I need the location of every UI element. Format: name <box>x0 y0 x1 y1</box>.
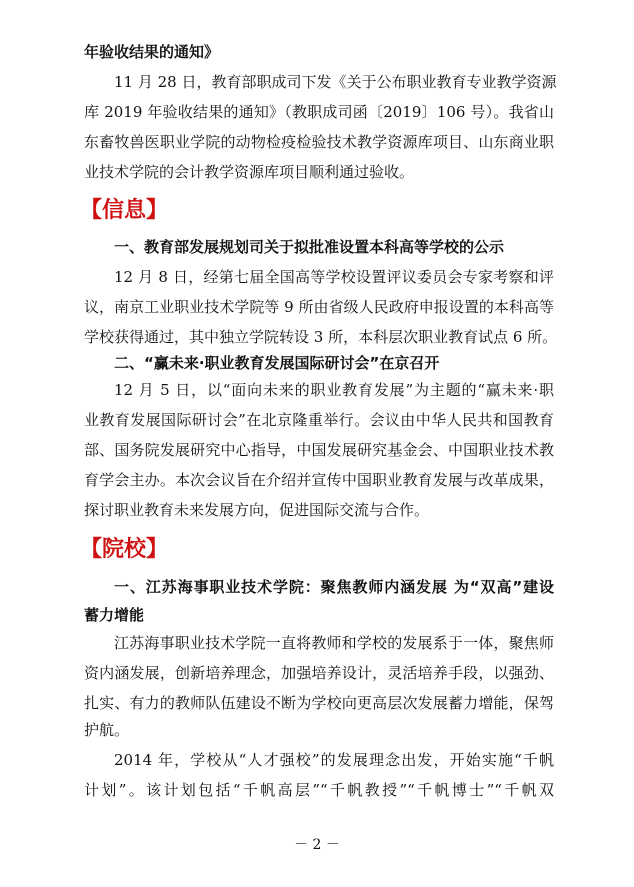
info-item1-title: 一、教育部发展规划司关于拟批准设置本科高等学校的公示 <box>114 238 505 256</box>
info-item2-line-4: 育学会主办。本次会议旨在介绍并宣传中国职业教育发展与改革成果， <box>84 471 554 489</box>
info-item1-line-1: 12 月 8 日，经第七届全国高等学校设置评议委员会专家考察和评 <box>114 268 554 286</box>
section-heading-schools: 【院校】 <box>80 537 169 562</box>
info-item2-title: 二、“赢未来·职业教育发展国际研讨会”在京召开 <box>114 354 440 372</box>
notice-line-1: 11 月 28 日，教育部职成司下发《关于公布职业教育专业教学资源 <box>114 73 557 91</box>
info-item2-line-2: 业教育发展国际研讨会”在北京隆重举行。会议由中华人民共和国教育 <box>84 411 554 429</box>
schools-para2-line-2: 计划”。该计划包括“千帆高层”“千帆教授”“千帆博士”“千帆双 <box>84 781 554 799</box>
notice-line-2: 库 2019 年验收结果的通知》（教职成司函〔2019〕106 号）。我省山 <box>84 103 554 121</box>
info-item2-line-5: 探讨职业教育未来发展方向，促进国际交流与合作。 <box>84 501 430 519</box>
page-number: － 2 － <box>294 837 340 853</box>
info-item1-line-2: 议，南京工业职业技术学院等 9 所由省级人民政府申报设置的本科高等 <box>84 298 554 316</box>
schools-item1-title-line-2: 蓄力增能 <box>84 606 145 624</box>
notice-line-4: 业技术学院的会计教学资源库项目顺利通过验收。 <box>84 163 415 181</box>
schools-para1-line-3: 扎实、有力的教师队伍建设不断为学校向更高层次发展蓄力增能，保驾 <box>84 694 554 712</box>
schools-para1-line-1: 江苏海事职业技术学院一直将教师和学校的发展系于一体，聚焦师 <box>114 634 554 652</box>
info-item2-line-1: 12 月 5 日，以“面向未来的职业教育发展”为主题的“赢未来·职 <box>114 381 554 399</box>
info-item2-line-3: 部、国务院发展研究中心指导，中国发展研究基金会、中国职业技术教 <box>84 441 554 459</box>
schools-para2-line-1: 2014 年，学校从“人才强校”的发展理念出发，开始实施“千帆 <box>114 751 554 769</box>
notice-line-3: 东畜牧兽医职业学院的动物检疫检验技术教学资源库项目、山东商业职 <box>84 133 554 151</box>
schools-para1-line-4: 护航。 <box>84 721 130 739</box>
info-item1-line-3: 学校获得通过，其中独立学院转设 3 所，本科层次职业教育试点 6 所。 <box>84 328 558 346</box>
schools-item1-title-line-1: 一、江苏海事职业技术学院：聚焦教师内涵发展 为“双高”建设 <box>114 578 554 596</box>
notice-title-tail: 年验收结果的通知》 <box>84 43 220 61</box>
section-heading-info: 【信息】 <box>80 198 169 223</box>
schools-para1-line-2: 资内涵发展，创新培养理念，加强培养设计，灵活培养手段，以强劲、 <box>84 664 554 682</box>
